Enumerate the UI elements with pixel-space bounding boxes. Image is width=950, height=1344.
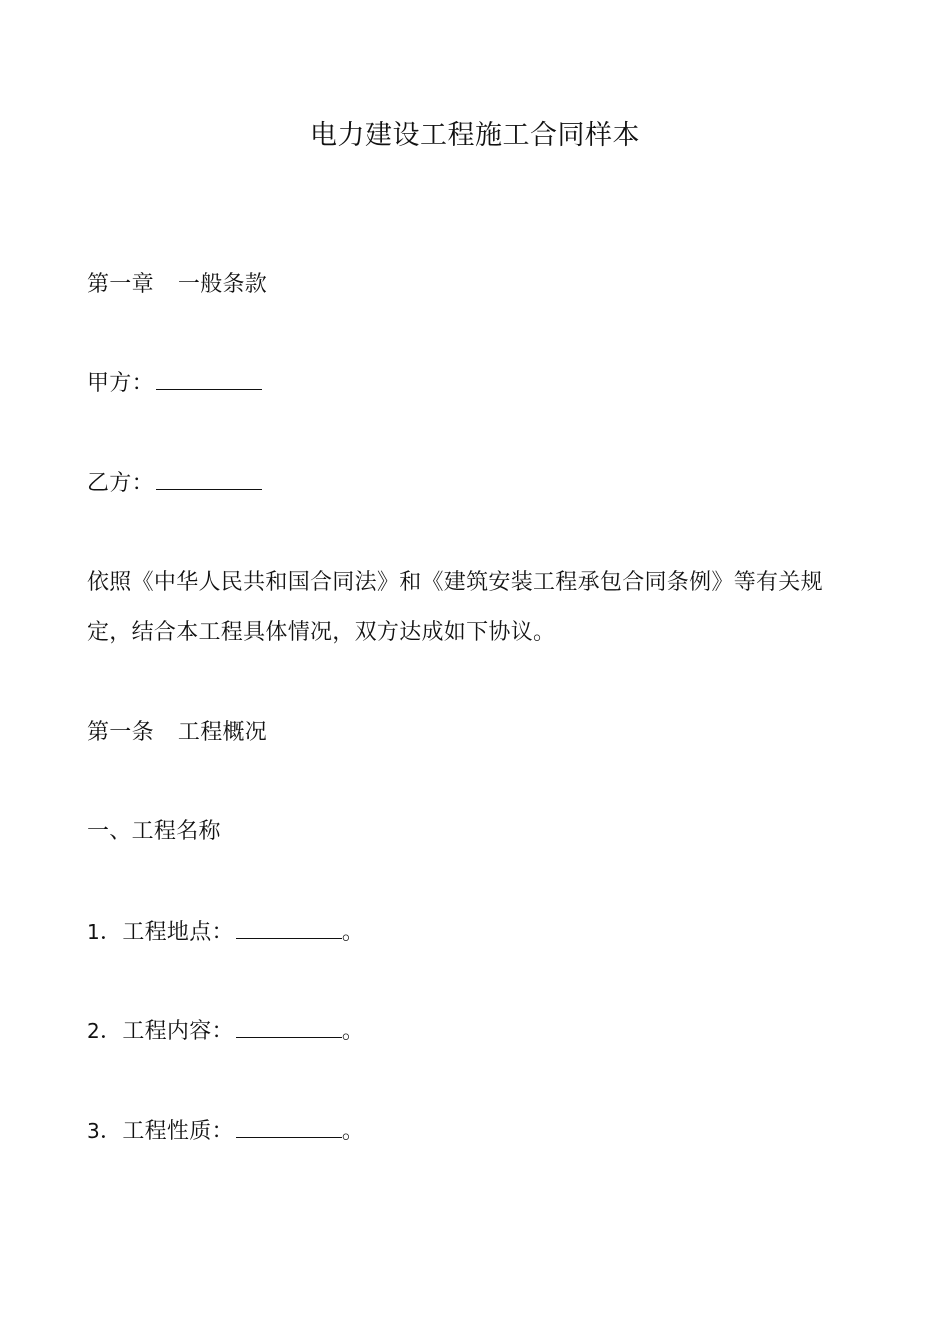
- item-end: 。: [341, 1019, 365, 1044]
- party-b-line: [87, 459, 867, 509]
- item-label: ．工程性质：: [100, 1119, 234, 1144]
- item-content: [87, 1006, 867, 1057]
- chapter-heading: [87, 260, 867, 310]
- item-number: 2: [87, 1019, 101, 1043]
- item-end: 。: [341, 1119, 365, 1144]
- location-blank[interactable]: [236, 916, 342, 939]
- item-number: 3: [87, 1119, 101, 1143]
- party-a-label: 甲方：: [87, 371, 154, 396]
- item-location: [87, 907, 867, 958]
- item-end: 。: [341, 920, 365, 945]
- item-number: 1: [87, 920, 101, 944]
- nature-blank[interactable]: [236, 1115, 342, 1138]
- document-title: 电力建设工程施工合同样本: [310, 120, 640, 151]
- party-b-label: 乙方：: [87, 471, 154, 496]
- item-label: ．工程内容：: [100, 1019, 234, 1044]
- preamble-paragraph: 依照《中华人民共和国合同法》和《建筑安装工程承包合同条例》等有关规定，结合本工程具体情况，双方达成如下协议。: [87, 570, 823, 645]
- item-nature: [87, 1106, 867, 1157]
- article-heading: [87, 708, 867, 758]
- party-a-blank[interactable]: [156, 367, 262, 390]
- article-label: 第一条: [87, 720, 154, 745]
- party-b-blank[interactable]: [156, 467, 262, 490]
- article-name: 工程概况: [177, 720, 268, 745]
- section-heading: 一、工程名称: [87, 819, 221, 844]
- content-blank[interactable]: [236, 1015, 342, 1038]
- item-label: ．工程地点：: [100, 920, 234, 945]
- chapter-label: 第一章: [87, 272, 154, 297]
- party-a-line: [87, 359, 867, 409]
- chapter-name: 一般条款: [177, 272, 268, 297]
